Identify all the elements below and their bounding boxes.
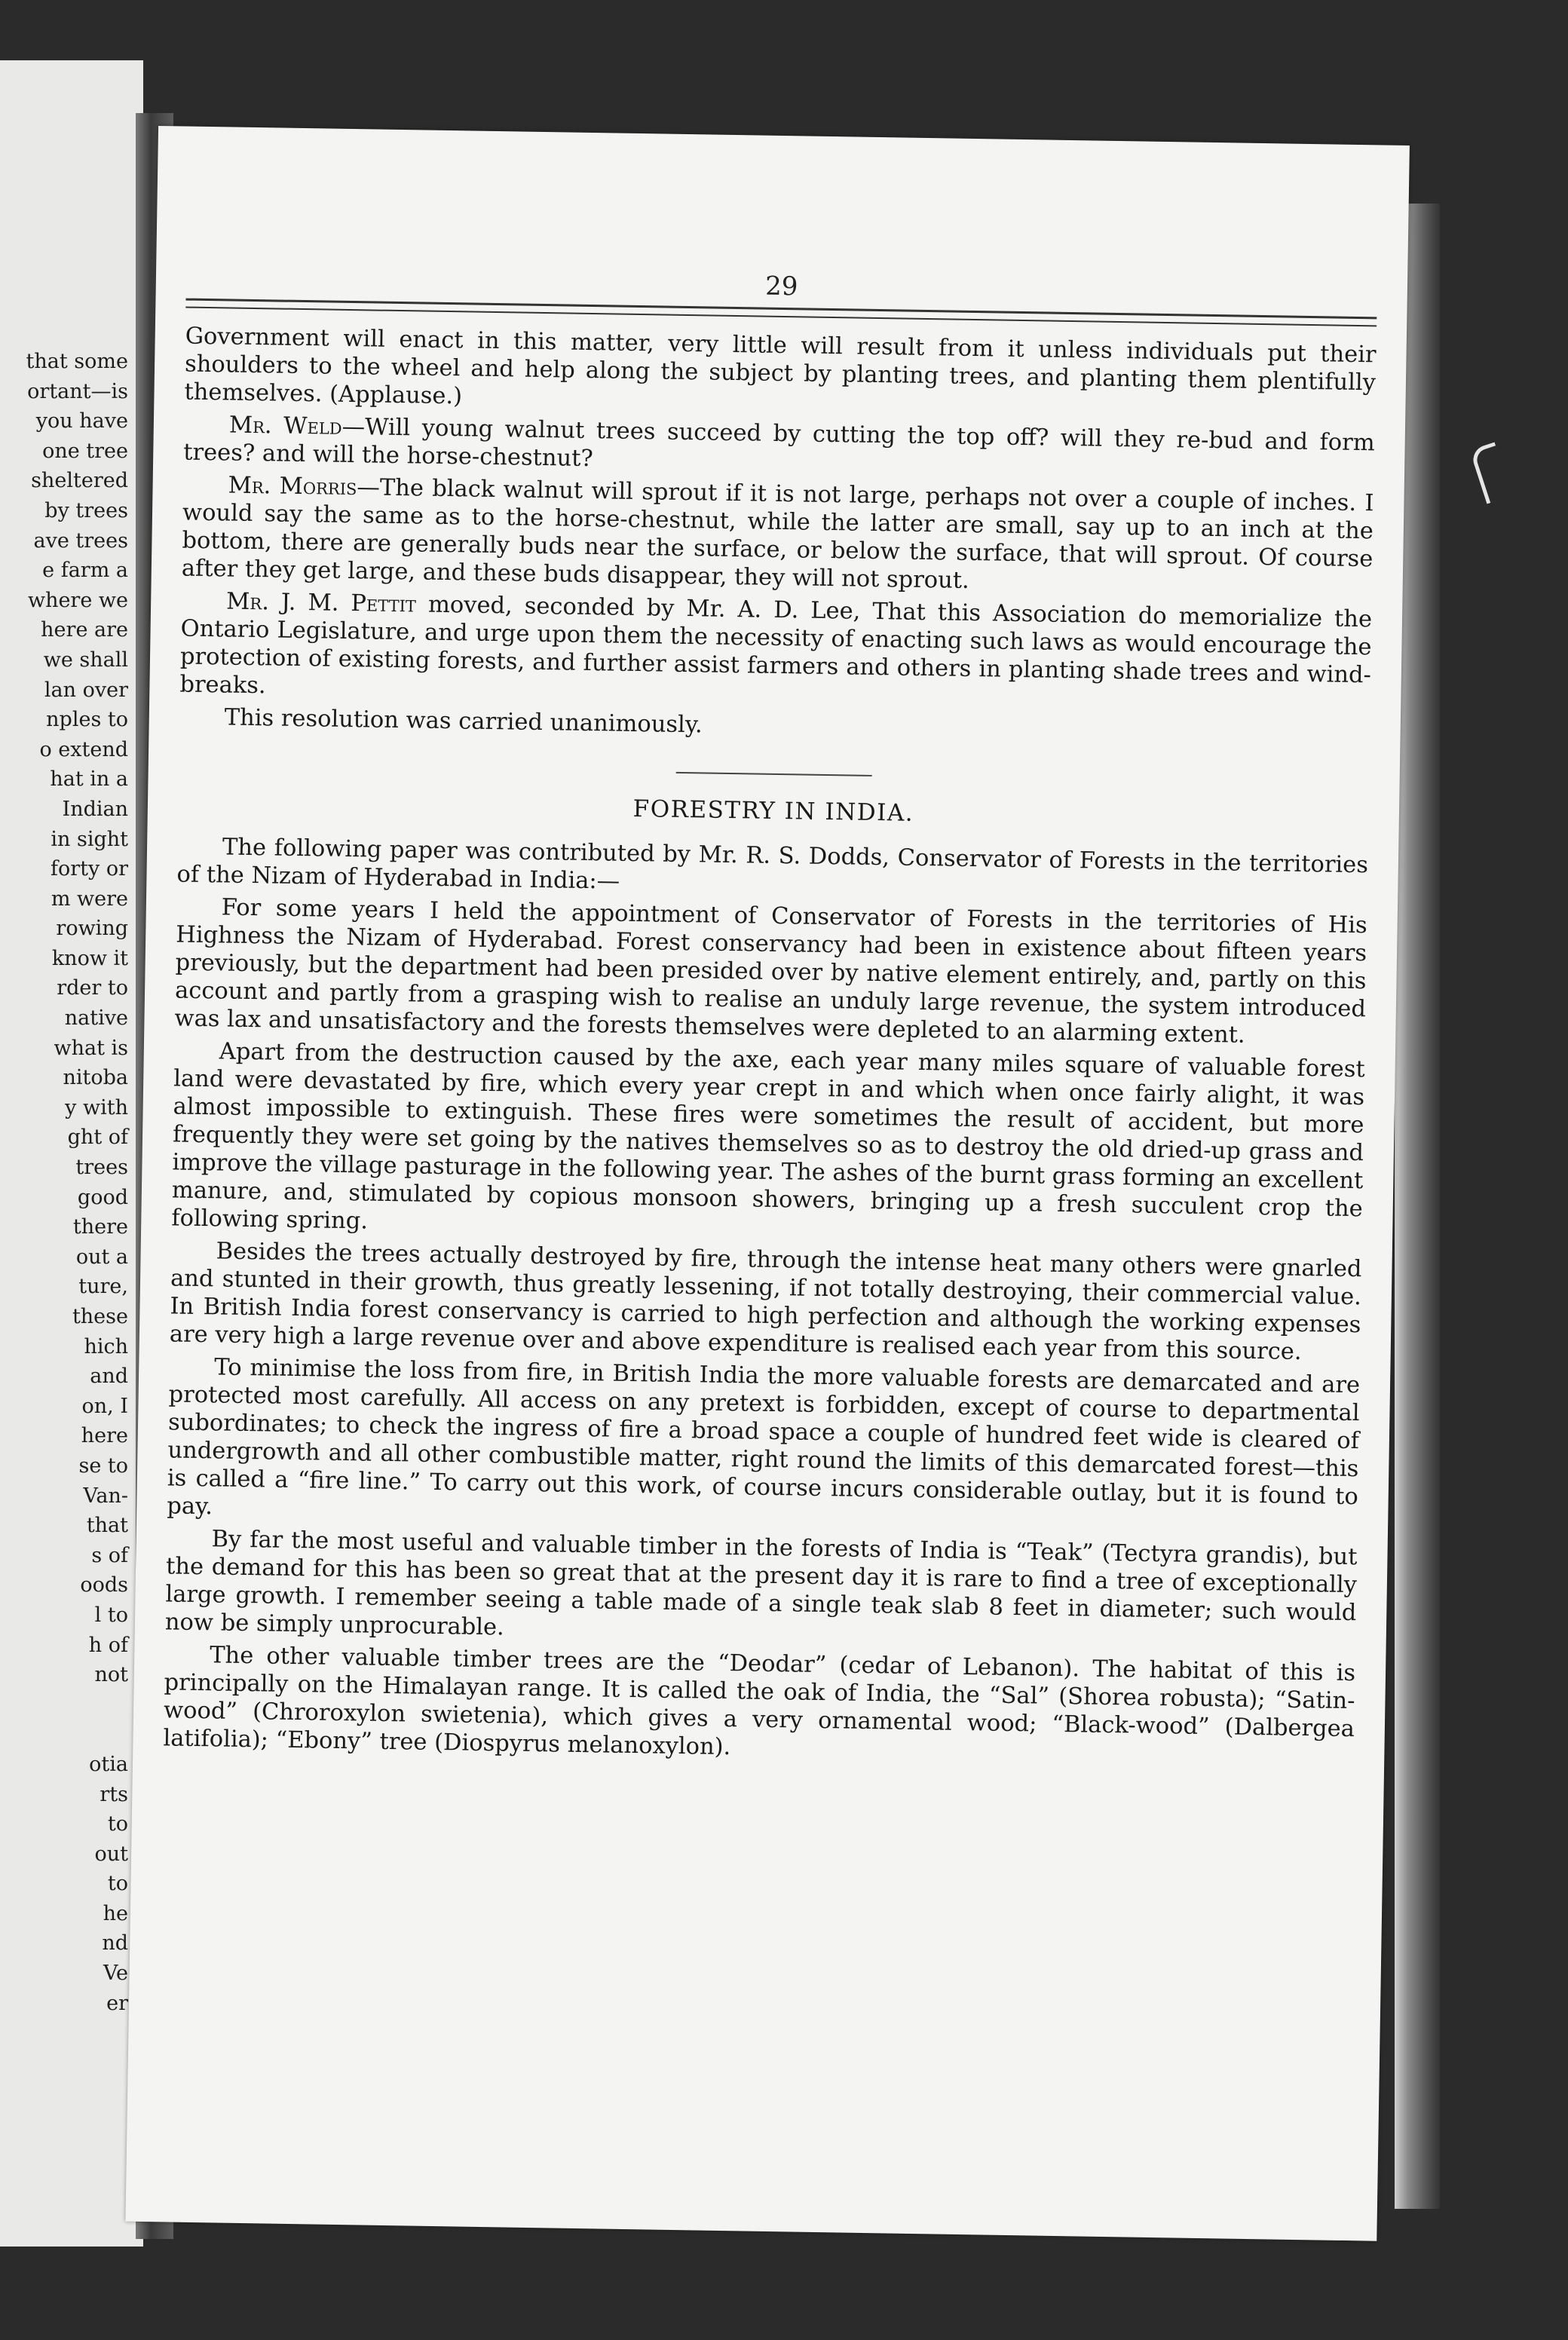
facing-page-line: Ve	[103, 1962, 128, 1986]
facing-page-line: hat in a	[50, 767, 128, 792]
facing-page-line: nples to	[46, 708, 128, 732]
facing-page-line: there	[72, 1215, 128, 1239]
facing-page-line: forty or	[50, 857, 128, 881]
paragraph	[179, 587, 1372, 718]
section-divider	[676, 772, 872, 776]
facing-page-line: oods	[80, 1573, 128, 1597]
facing-page-line: Van-	[83, 1484, 128, 1508]
facing-page-line: by trees	[44, 498, 128, 522]
paragraph	[182, 471, 1374, 602]
paragraph: Besides the trees actually destroyed by fire, through the intense heat many others were gnarled and stunted in their growth, thus greatly lessening, if not totally destroying, their commercial value. In British India forest conservancy is carried to high perfection and although the working expenses are very high a large revenue over and above expenditure is realised each year from this source.	[169, 1238, 1362, 1365]
facing-page-line: ght of	[67, 1126, 128, 1150]
facing-page-line: on, I	[81, 1394, 128, 1418]
facing-page-line: ave trees	[33, 528, 128, 553]
speech-text: —The black walnut will sprout if it is not large, perhaps not over a couple of inches. I would say the same as to the horse-chestnut, while the latter are small, say up to an inch at the bottom, there are generally buds near the surface, or below the surface, that will sprout. Of course after they get large, and these buds disappear, they will not sprout.	[181, 474, 1374, 594]
facing-page-line: er	[106, 1991, 128, 2015]
facing-page-line: what is	[54, 1036, 128, 1060]
page-number: 29	[764, 271, 798, 302]
paragraph: This resolution was carried unanimously.	[224, 704, 703, 739]
facing-page-line: these	[72, 1305, 128, 1328]
facing-page-text	[26, 347, 128, 2018]
facing-page-line: one tree	[42, 439, 128, 463]
facing-page-line: y with	[65, 1095, 128, 1119]
facing-page-line: to	[107, 1812, 128, 1836]
facing-page-line: that some	[26, 350, 128, 373]
facing-page-line: where we	[27, 588, 128, 612]
section-heading: FORESTRY IN INDIA.	[632, 795, 914, 827]
paragraph: The following paper was contributed by Mr. R. S. Dodds, Conservator of Forests in the territories of the Nizam of Hyderabad in India:—	[176, 834, 1369, 895]
paragraph: Government will enact in this matter, very little will result from it unless individuals put their shoulders to the wheel and help along the subject by planting trees, and planting them plentifully themselves. (Applause.)	[184, 323, 1377, 410]
facing-page-line: nd	[102, 1931, 128, 1956]
facing-page-line: m were	[51, 887, 128, 911]
facing-page-line: he	[103, 1901, 128, 1925]
facing-page-line: s of	[91, 1543, 128, 1567]
facing-page-line: that	[86, 1514, 128, 1538]
facing-page-line: rowing	[56, 917, 128, 941]
facing-page-line	[26, 1720, 128, 1750]
facing-page-line: and	[90, 1364, 128, 1389]
paragraph: To minimise the loss from fire, in British India the more valuable forests are demarcated and are protected most carefully. All access on any pretext is forbidden, except of course to departmental subordinates; to check the ingress of fire a broad space a couple of hundred feet wide is cleared of undergrowth and all other combustible matter, right round the limits of this demarcated forest—this is called a “fire line.” To carry out this work, of course incurs considerable outlay, but it is found to pay.	[167, 1354, 1361, 1521]
facing-page-line: sheltered	[31, 469, 128, 493]
facing-page-line: ortant—is	[27, 379, 128, 403]
facing-page-line: in sight	[51, 827, 128, 851]
facing-page-line: here are	[41, 618, 128, 642]
speech-text: —Will young walnut trees succeed by cutting the top off? will they re-bud and form trees? and will the horse-chestnut?	[183, 413, 1375, 473]
page-body	[163, 323, 1377, 1772]
paragraph: For some years I held the appointment of Conservator of Forests in the territories of His Highness the Nizam of Hyderabad. Forest conservancy had been in existence about fifteen years previously, but the department had been presided over by native element entirely, and, partly on this account and partly from a grasping wish to realise an unduly large revenue, the system introduced was lax and unsatisfactory and the forests themselves were depleted to an alarming extent.	[174, 894, 1367, 1049]
facing-page-line: we shall	[43, 648, 128, 672]
speaker-name: Mr. J. M. Pettit	[225, 588, 417, 618]
paragraph: By far the most useful and valuable timber in the forests of India is “Teak” (Tectyra grandis), but the demand for this has been so great that at the present day it is rare to find a tree of exceptionally large growth. I remember seeing a table made of a single teak slab 8 feet in diameter; such would now be simply unprocurable.	[164, 1526, 1358, 1641]
facing-page-line: Indian	[62, 797, 128, 821]
facing-page-line: se to	[78, 1453, 128, 1478]
speech-text: moved, seconded by Mr. A. D. Lee, That this Association do memorialize the Ontario Legislature, and urge upon them the necessity of enacting such laws as would encourage the protection of existing forests, and further assist farmers and others in planting shade trees and wind-breaks.	[179, 591, 1373, 700]
film-mark	[1469, 442, 1511, 504]
facing-page-line: ture,	[78, 1275, 128, 1299]
facing-page-line: lan over	[44, 678, 128, 702]
facing-page-line: hich	[84, 1334, 128, 1358]
facing-page-line: good	[77, 1185, 128, 1209]
facing-page-line: l to	[94, 1603, 128, 1627]
speaker-name: Mr. Morris	[228, 472, 357, 501]
facing-page-line: native	[64, 1006, 128, 1031]
facing-page-line: e farm a	[42, 559, 128, 583]
book-page	[125, 126, 1409, 2241]
facing-page-line: know it	[51, 946, 128, 970]
facing-page-line: o extend	[39, 737, 128, 761]
facing-page-line: you have	[35, 409, 128, 433]
facing-page-line: otia	[89, 1752, 128, 1776]
facing-page-line: to	[107, 1872, 128, 1896]
facing-page-line	[26, 1690, 128, 1720]
facing-page-line: out a	[75, 1245, 128, 1269]
facing-page-line: rts	[100, 1782, 128, 1806]
facing-page-line: here	[81, 1424, 128, 1448]
speaker-name: Mr. Weld	[228, 412, 342, 440]
facing-page-line: nitoba	[63, 1066, 128, 1090]
facing-page-line: out	[94, 1842, 128, 1866]
facing-page-line: not	[94, 1663, 128, 1687]
paragraph: The other valuable timber trees are the “Deodar” (cedar of Lebanon). The habitat of this is principally on the Himalayan range. It is called the oak of India, the “Sal” (Shorea robusta); “Satin-wood” (Chroroxylon swietenia), which gives a very ornamental wood; “Black-wood” (Dalbergea latifolia); “Ebony” tree (Diospyrus melanoxylon).	[163, 1642, 1356, 1761]
paragraph: Apart from the destruction caused by the axe, each year many miles square of valuable forest land were devastated by fire, which every year crept in and which when once fairly alight, it was almost impossible to extinguish. These fires were sometimes the result of accident, but more frequently they were set going by the natives themselves so as to destroy the old dried-up grass and improve the village pasturage in the following year. The ashes of the burnt grass forming an excellent manure, and, stimulated by copious monsoon showers, bringing up a fresh succulent crop the following spring.	[171, 1038, 1365, 1235]
facing-page	[0, 60, 143, 2247]
facing-page-line: trees	[75, 1156, 128, 1180]
facing-page-line: rder to	[57, 976, 128, 1000]
facing-page-line: h of	[88, 1633, 128, 1657]
